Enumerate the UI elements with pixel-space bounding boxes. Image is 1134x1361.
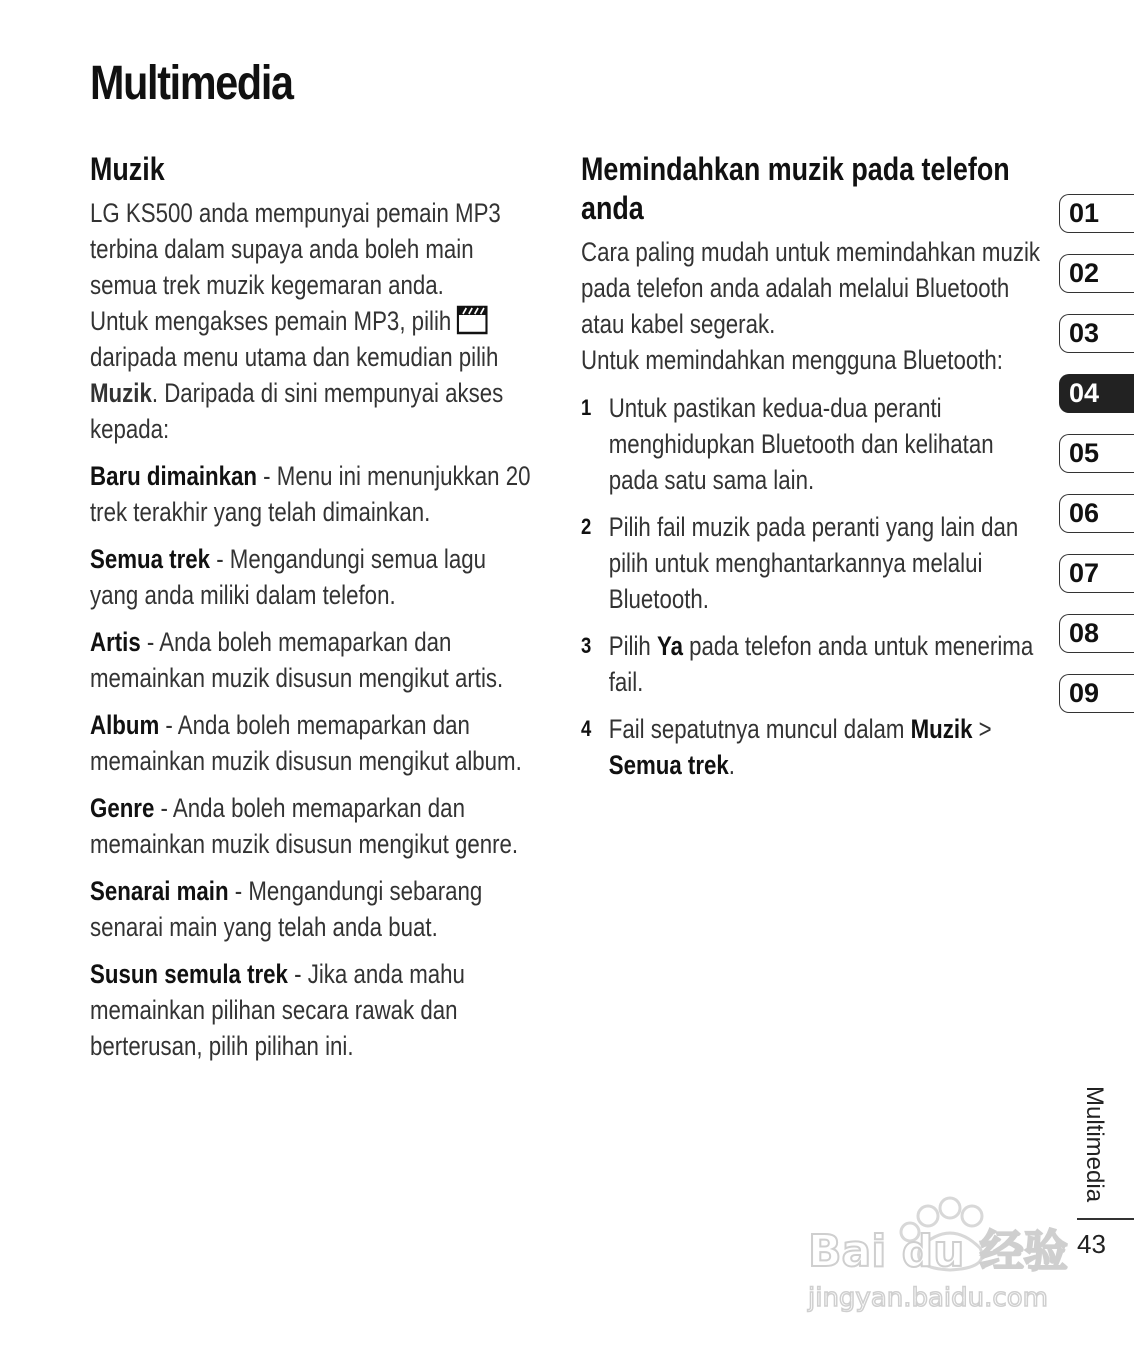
step-text: Pilih fail muzik pada peranti yang lain dan pilih untuk menghantarkannya melalui Bluetooth. <box>608 512 1019 614</box>
step-item <box>581 390 1046 498</box>
feature-term: Semua trek <box>90 544 211 574</box>
feature-term: Artis <box>90 627 141 657</box>
transfer-intro-2: Untuk memindahkan mengguna Bluetooth: <box>581 345 1003 375</box>
step-bold-text: Muzik <box>910 714 973 744</box>
divider <box>1077 1218 1134 1220</box>
intro-text-1: LG KS500 anda mempunyai pemain MP3 terbina dalam supaya anda boleh main semua trek muzik kegemaran anda. <box>90 198 501 300</box>
side-section-label: Multimedia <box>1081 1086 1108 1203</box>
step-number: 1 <box>581 395 592 420</box>
feature-description: - Jika anda mahu memainkan pilihan secara rawak dan berterusan, pilih pilihan ini. <box>90 959 465 1061</box>
chapter-tab-07[interactable]: 07 <box>1059 554 1134 593</box>
page-number: 43 <box>1077 1229 1106 1259</box>
step-text: pada telefon anda untuk menerima fail. <box>608 631 1034 697</box>
feature-description: - Anda boleh memaparkan dan memainkan muzik disusun mengikut artis. <box>90 627 504 693</box>
feature-term: Album <box>90 710 160 740</box>
intro-paragraph <box>90 195 535 447</box>
step-number: 4 <box>581 716 592 741</box>
step-text: Untuk pastikan kedua-dua peranti menghidupkan Bluetooth dan kelihatan pada satu sama lain. <box>608 393 994 495</box>
baidu-watermark-logo <box>800 1188 1070 1318</box>
feature-description: - Mengandungi semua lagu yang anda miliki dalam telefon. <box>90 544 486 610</box>
step-number: 2 <box>581 514 592 539</box>
step-bold-text: Semua trek <box>608 750 729 780</box>
right-column <box>581 150 1046 794</box>
transfer-intro-1: Cara paling mudah untuk memindahkan muzik pada telefon anda adalah melalui Bluetooth atau kabel segerak. <box>581 237 1041 339</box>
section-heading-muzik: Muzik <box>90 151 165 187</box>
svg-text:Bai du 经验: Bai du 经验 <box>808 1226 1068 1277</box>
feature-item <box>90 541 535 613</box>
chapter-tabs <box>1059 194 1134 734</box>
feature-description: - Mengandungi sebarang senarai main yang telah anda buat. <box>90 876 483 942</box>
feature-item <box>90 458 535 530</box>
feature-description: - Anda boleh memaparkan dan memainkan muzik disusun mengikut genre. <box>90 793 519 859</box>
feature-term: Senarai main <box>90 876 229 906</box>
step-number: 3 <box>581 633 592 658</box>
chapter-tab-09[interactable]: 09 <box>1059 674 1134 713</box>
feature-item <box>90 790 535 862</box>
chapter-tab-05[interactable]: 05 <box>1059 434 1134 473</box>
feature-description: - Menu ini menunjukkan 20 trek terakhir yang telah dimainkan. <box>90 461 531 527</box>
step-item <box>581 711 1046 783</box>
step-item <box>581 628 1046 700</box>
step-text: . <box>728 750 735 780</box>
step-text: > <box>972 714 992 744</box>
intro-text-2b: daripada menu utama dan kemudian pilih <box>90 342 499 372</box>
chapter-tab-01[interactable]: 01 <box>1059 194 1134 233</box>
feature-item <box>90 624 535 696</box>
feature-term: Baru dimainkan <box>90 461 258 491</box>
step-text: Pilih <box>608 631 657 661</box>
feature-term: Genre <box>90 793 155 823</box>
intro-text-2c: . Daripada di sini mempunyai akses kepada: <box>90 378 504 444</box>
feature-item <box>90 956 535 1064</box>
step-text: Fail sepatutnya muncul dalam <box>608 714 911 744</box>
intro-bold-muzik: Muzik <box>90 378 152 408</box>
feature-term: Susun semula trek <box>90 959 288 989</box>
chapter-tab-08[interactable]: 08 <box>1059 614 1134 653</box>
left-column <box>90 150 535 1064</box>
feature-item <box>90 873 535 945</box>
feature-item <box>90 707 535 779</box>
chapter-tab-03[interactable]: 03 <box>1059 314 1134 353</box>
chapter-tab-04[interactable]: 04 <box>1059 374 1134 413</box>
step-item <box>581 509 1046 617</box>
clapperboard-icon <box>456 305 488 335</box>
chapter-tab-06[interactable]: 06 <box>1059 494 1134 533</box>
chapter-tab-02[interactable]: 02 <box>1059 254 1134 293</box>
intro-text-2a: Untuk mengakses pemain MP3, pilih <box>90 306 452 336</box>
page-title: Multimedia <box>90 57 293 110</box>
feature-description: - Anda boleh memaparkan dan memainkan muzik disusun mengikut album. <box>90 710 522 776</box>
svg-text:jingyan.baidu.com: jingyan.baidu.com <box>808 1283 1048 1313</box>
section-heading-transfer: Memindahkan muzik pada telefon anda <box>581 151 1010 226</box>
feature-list <box>90 458 535 1064</box>
transfer-intro <box>581 234 1046 378</box>
step-bold-text: Ya <box>656 631 683 661</box>
steps-list <box>581 390 1046 783</box>
